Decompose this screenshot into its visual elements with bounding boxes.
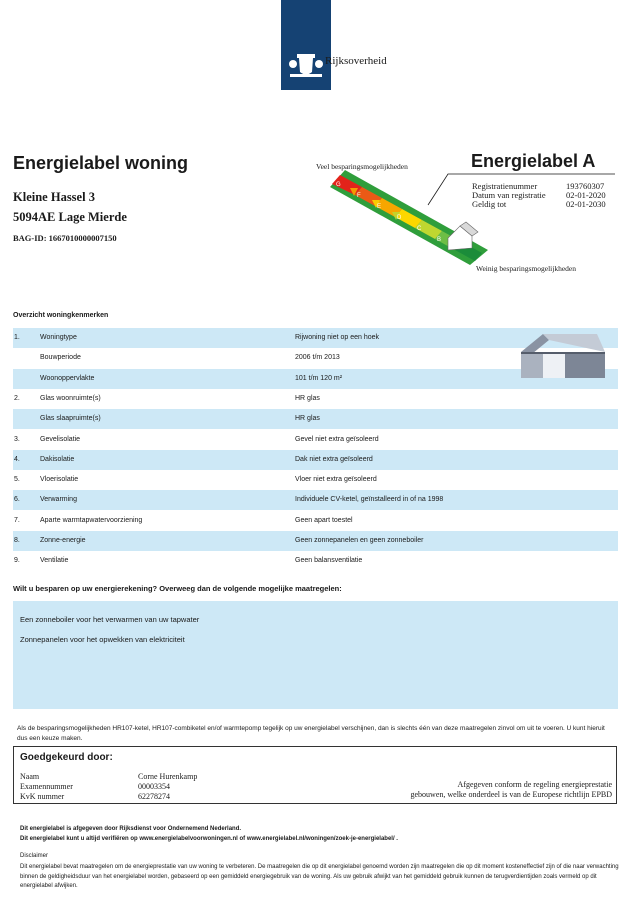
registration-value: 02-01-2030 — [566, 199, 606, 209]
row-label: Ventilatie — [40, 557, 69, 565]
row-value: Individuele CV-ketel, geïnstalleerd in of na 1998 — [295, 496, 444, 504]
caption-few-savings: Weinig besparingsmogelijkheden — [476, 264, 576, 273]
address-street: Kleine Hassel 3 — [13, 190, 95, 204]
registration-row — [472, 200, 606, 209]
exam-label: Examennummer — [20, 782, 73, 791]
row-number: 4. — [14, 455, 20, 463]
row-number: 6. — [14, 496, 20, 504]
row-number: 2. — [14, 394, 20, 402]
row-value: Gevel niet extra geïsoleerd — [295, 435, 379, 443]
row-label: Woningtype — [40, 334, 77, 341]
name-label: Naam — [20, 772, 40, 781]
kvk-label: KvK nummer — [20, 792, 65, 801]
row-label: Verwarming — [40, 496, 77, 504]
recommendation-item: Zonnepanelen voor het opwekken van elektriciteit — [20, 635, 185, 644]
row-value: Rijwoning niet op een hoek — [295, 334, 380, 341]
recommendations-note: Als de besparingsmogelijkheden HR107-ketel, HR107-combiketel en/of warmtepomp tegelijk op uw energielabel verschijnen, dan is slechts één van deze maatregelen zinvol om uit te voeren. U kunt hieruit dus een keuze maken. — [17, 725, 605, 742]
crest-icon — [284, 50, 328, 82]
table-row — [13, 551, 618, 571]
registration-key: Registratienummer — [472, 181, 538, 191]
table-row — [13, 470, 618, 490]
table-row — [13, 409, 618, 429]
table-row — [13, 389, 618, 409]
row-value: Dak niet extra geïsoleerd — [295, 455, 373, 463]
row-label: Vloerisolatie — [40, 476, 79, 484]
conformity-statement — [411, 780, 613, 800]
conformity-line: gebouwen, welke onderdeel is van de Europese richtlijn EPBD — [410, 790, 612, 799]
issuer-note: Dit energielabel is afgegeven door Rijksdienst voor Ondernemend Nederland. — [20, 826, 242, 832]
row-label: Woonoppervlakte — [40, 374, 95, 382]
class-letter-g: G — [336, 182, 341, 188]
registration-table — [472, 182, 606, 209]
row-label: Zonne-energie — [40, 537, 86, 544]
recommendations-question: Wilt u besparen op uw energierekening? Overweeg dan de volgende mogelijke maatregelen: — [13, 584, 342, 593]
table-row — [13, 531, 618, 551]
bag-id: BAG-ID: 1667010000007150 — [13, 233, 117, 243]
row-label: Dakisolatie — [40, 455, 75, 463]
kvk-value: 62278274 — [138, 792, 170, 801]
row-value: HR glas — [295, 415, 320, 423]
row-label: Bouwperiode — [40, 354, 81, 362]
registration-key: Geldig tot — [472, 199, 507, 209]
registration-key: Datum van registratie — [472, 190, 546, 200]
disclaimer-text: Dit energielabel bevat maatregelen om de energieprestatie van uw woning te verbeteren. De maatregelen die op dit energielabel genoemd worden zijn maatregelen die op dit moment kosteneffectief zijn of die naar verwachting binnen de geldigheidsduur van het energielabel worden, gebaseerd op een gemiddeld energiegebruik van de woning. Als uw gebruik afwijkt van het gemiddeld gebruik kunnen de terugverdientijden zoals vermeld op dit energielabel afwijken. — [20, 864, 619, 889]
class-letter-e: E — [377, 204, 382, 210]
table-row — [13, 430, 618, 450]
row-label: Glas woonruimte(s) — [40, 394, 101, 402]
recommendation-item: Een zonneboiler voor het verwarmen van uw tapwater — [20, 615, 200, 624]
row-value: HR glas — [295, 394, 320, 402]
logo-text: Rijksoverheid — [325, 55, 387, 67]
row-label: Gevelisolatie — [40, 435, 81, 443]
name-value: Corne Hurenkamp — [138, 772, 198, 781]
exam-value: 00003354 — [138, 782, 170, 791]
class-letter-b: B — [437, 237, 442, 243]
row-number: 3. — [14, 435, 20, 443]
verify-note: Dit energielabel kunt u altijd verifiëren op www.energielabelvoorwoningen.nl of www.energielabel.nl/woningen/zoek-je-energielabel/ . — [20, 836, 398, 842]
row-label: Glas slaapruimte(s) — [40, 415, 101, 423]
conformity-line: Afgegeven conform de regeling energieprestatie — [457, 780, 612, 789]
row-number: 9. — [14, 557, 20, 565]
caption-many-savings: Veel besparingsmogelijkheden — [316, 162, 408, 171]
energy-label-heading: Energielabel A — [471, 151, 596, 171]
approval-title: Goedgekeurd door: — [20, 752, 113, 763]
table-row — [13, 511, 618, 531]
row-value: Geen zonnepanelen en geen zonneboiler — [295, 537, 424, 544]
energy-label-scale — [300, 160, 620, 280]
overview-title: Overzicht woningkenmerken — [13, 312, 109, 319]
class-letter-a: A — [442, 252, 449, 262]
approval-box — [13, 746, 617, 804]
row-value: Geen balansventilatie — [295, 557, 363, 565]
row-number: 8. — [14, 537, 20, 544]
row-number: 1. — [14, 334, 20, 341]
registration-value: 02-01-2020 — [566, 190, 606, 200]
recommendations-box — [13, 601, 618, 709]
table-row — [13, 490, 618, 510]
row-value: Vloer niet extra geïsoleerd — [295, 476, 377, 484]
row-number: 5. — [14, 476, 20, 484]
table-row — [13, 450, 618, 470]
row-label: Aparte warmtapwatervoorziening — [40, 516, 143, 524]
row-value: 2006 t/m 2013 — [295, 354, 340, 362]
row-value: Geen apart toestel — [295, 516, 353, 524]
registration-value: 193760307 — [566, 181, 605, 191]
class-letter-f: F — [357, 193, 361, 199]
row-value: 101 t/m 120 m² — [295, 374, 343, 382]
address-city: 5094AE Lage Mierde — [13, 210, 127, 224]
class-letter-c: C — [417, 226, 422, 232]
terraced-house-icon — [519, 330, 607, 380]
disclaimer-heading: Disclaimer — [20, 853, 49, 859]
class-letter-d: D — [397, 215, 402, 221]
row-number: 7. — [14, 516, 20, 524]
page-title: Energielabel woning — [13, 153, 189, 173]
